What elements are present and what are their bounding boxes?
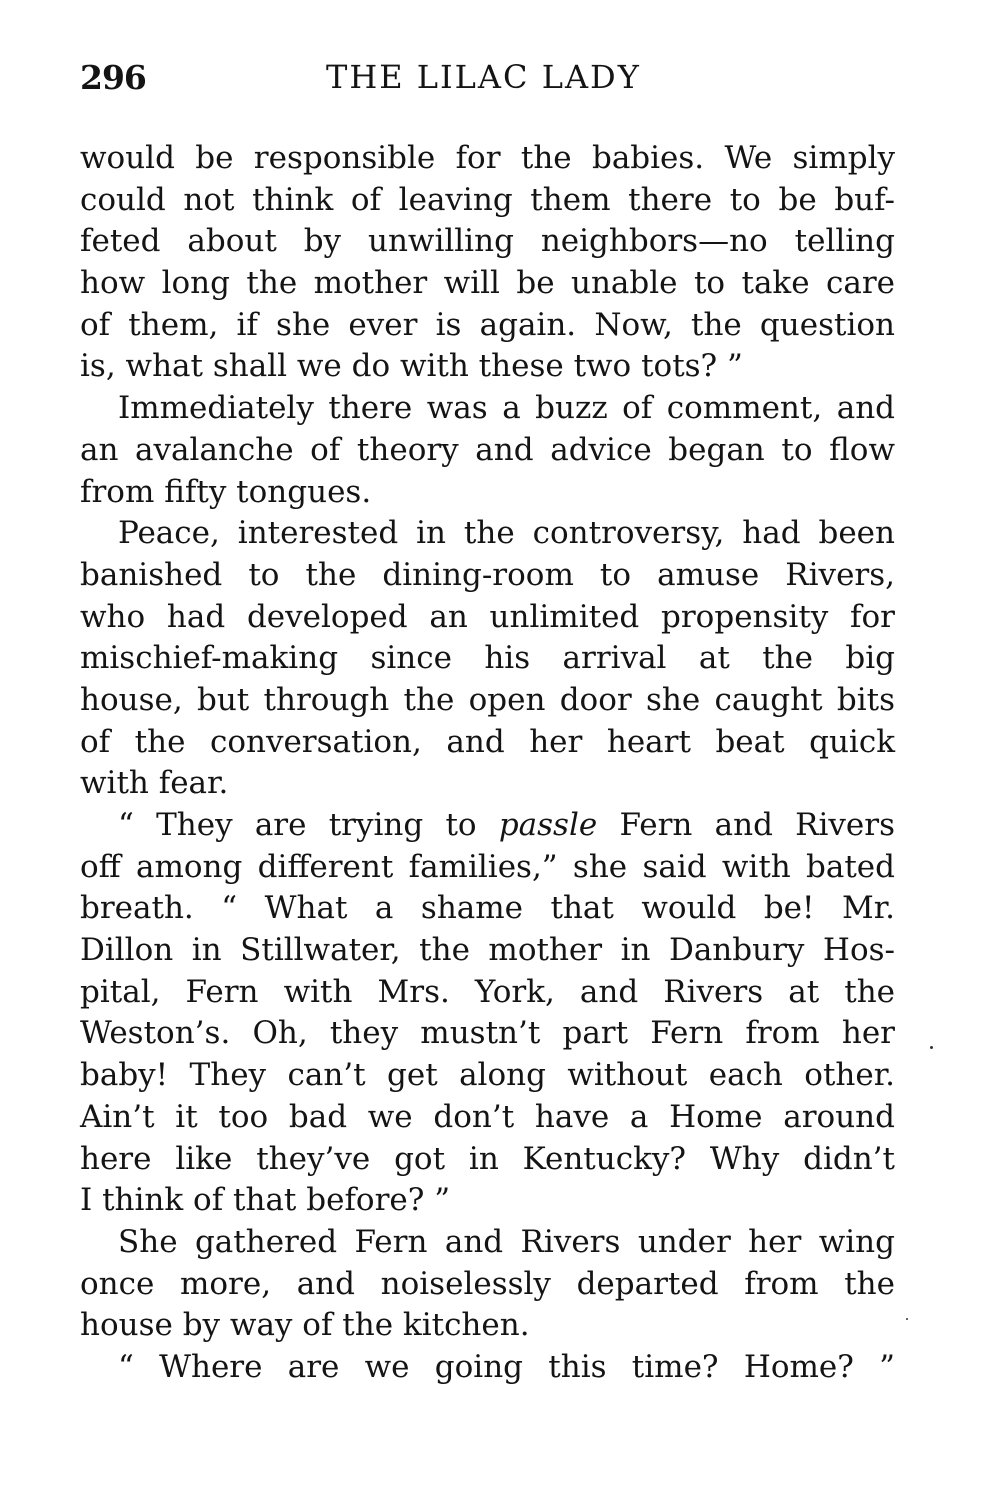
- text-line: pital, Fern with Mrs. York, and Rivers at the: [80, 973, 895, 1010]
- text-line: Dillon in Stillwater, the mother in Danbury Hos-: [80, 932, 895, 969]
- text-line: banished to the dining-room to amuse Rivers,: [80, 556, 895, 593]
- italic-word: passle: [498, 807, 598, 843]
- paragraph-start-line: Immediately there was a buzz of comment, and: [118, 390, 895, 427]
- text-line: house, but through the open door she caught bits: [80, 681, 895, 718]
- text-line: I think of that before? ”: [80, 1182, 451, 1219]
- text-span: “ They are trying to: [118, 807, 499, 843]
- text-line: baby! They can’t get along without each other.: [80, 1057, 895, 1094]
- text-line: house by way of the kitchen.: [80, 1307, 530, 1344]
- text-line: how long the mother will be unable to take care: [80, 265, 895, 302]
- text-span: Fern and Rivers: [597, 807, 896, 843]
- paragraph-start-line: Peace, interested in the controversy, had been: [118, 515, 895, 552]
- print-speck: [906, 1318, 908, 1320]
- text-line: off among different families,” she said with bated: [80, 848, 895, 885]
- text-line: who had developed an unlimited propensity for: [80, 598, 895, 635]
- text-line: could not think of leaving them there to be buf-: [80, 181, 895, 218]
- text-line: breath. “ What a shame that would be! Mr.: [80, 890, 895, 927]
- print-speck: [930, 1046, 933, 1049]
- text-line: feted about by unwilling neighbors—no telling: [80, 223, 895, 260]
- paragraph-start-line: “ Where are we going this time? Home? ”: [118, 1348, 895, 1385]
- text-line: mischief-making since his arrival at the big: [80, 640, 895, 677]
- text-line: is, what shall we do with these two tots? ”: [80, 348, 743, 385]
- text-line: here like they’ve got in Kentucky? Why didn’t: [80, 1140, 895, 1177]
- paragraph-start-line: [80, 805, 895, 847]
- text-line: an avalanche of theory and advice began to flow: [80, 431, 895, 468]
- text-line: Ain’t it too bad we don’t have a Home around: [80, 1098, 895, 1135]
- text-line: with fear.: [80, 765, 229, 802]
- text-line: of the conversation, and her heart beat quick: [80, 723, 895, 760]
- paragraph-start-line: She gathered Fern and Rivers under her wing: [118, 1223, 895, 1260]
- text-line: would be responsible for the babies. We simply: [80, 140, 895, 176]
- body-text: [80, 138, 895, 1389]
- running-title: THE LILAC LADY: [326, 58, 641, 96]
- page-header: [80, 58, 895, 106]
- text-line: from fifty tongues.: [80, 473, 372, 510]
- text-line: once more, and noiselessly departed from the: [80, 1265, 895, 1302]
- text-line: Weston’s. Oh, they mustn’t part Fern from her: [80, 1015, 895, 1052]
- page-number: 296: [80, 58, 146, 97]
- text-line: of them, if she ever is again. Now, the question: [80, 306, 895, 343]
